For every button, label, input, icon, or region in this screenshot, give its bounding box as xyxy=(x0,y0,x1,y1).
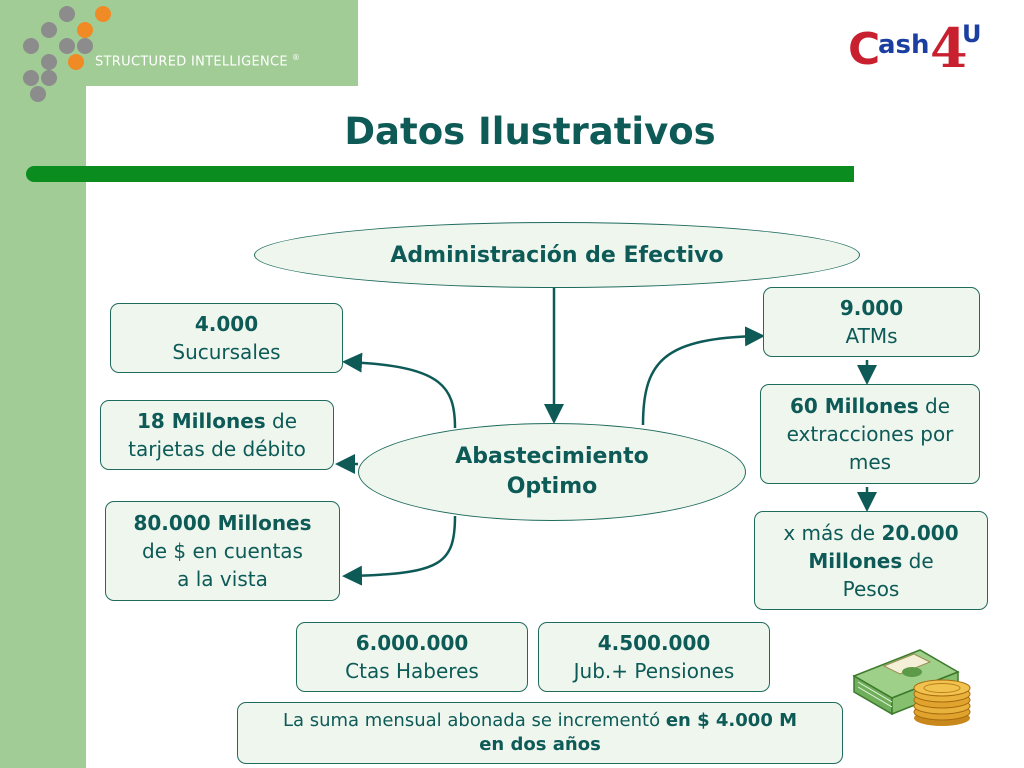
cash4u-logo: C ash 4 U xyxy=(848,16,982,80)
box-ctas-haberes: 6.000.000 Ctas Haberes xyxy=(296,622,528,692)
node-abastecimiento-optimo: Abastecimiento Optimo xyxy=(358,423,746,521)
footer-note-box: La suma mensual abonada se incrementó en $ 4.000 M en dos años xyxy=(237,702,843,764)
box-extracciones: 60 Millones de extracciones por mes xyxy=(760,384,980,484)
arrow-center-to-cuentas xyxy=(347,516,455,576)
node-administracion-efectivo: Administración de Efectivo xyxy=(254,222,860,288)
box-sucursales: 4.000 Sucursales xyxy=(110,303,343,373)
box-pensiones: 4.500.000 Jub.+ Pensiones xyxy=(538,622,770,692)
gold-coins-icon xyxy=(914,680,970,726)
arrow-center-to-atms xyxy=(643,336,760,425)
company-name: STRUCTURED INTELLIGENCE ® xyxy=(95,53,301,70)
box-cuentas: 80.000 Millones de $ en cuentas a la vista xyxy=(105,501,340,601)
arrow-center-to-sucursales xyxy=(347,362,455,428)
money-illustration xyxy=(850,636,982,728)
box-tarjetas: 18 Millones de tarjetas de débito xyxy=(100,400,334,470)
box-pesos: x más de 20.000 Millones de Pesos xyxy=(754,511,988,610)
box-atms: 9.000 ATMs xyxy=(763,287,980,357)
page-title: Datos Ilustrativos xyxy=(344,110,716,153)
